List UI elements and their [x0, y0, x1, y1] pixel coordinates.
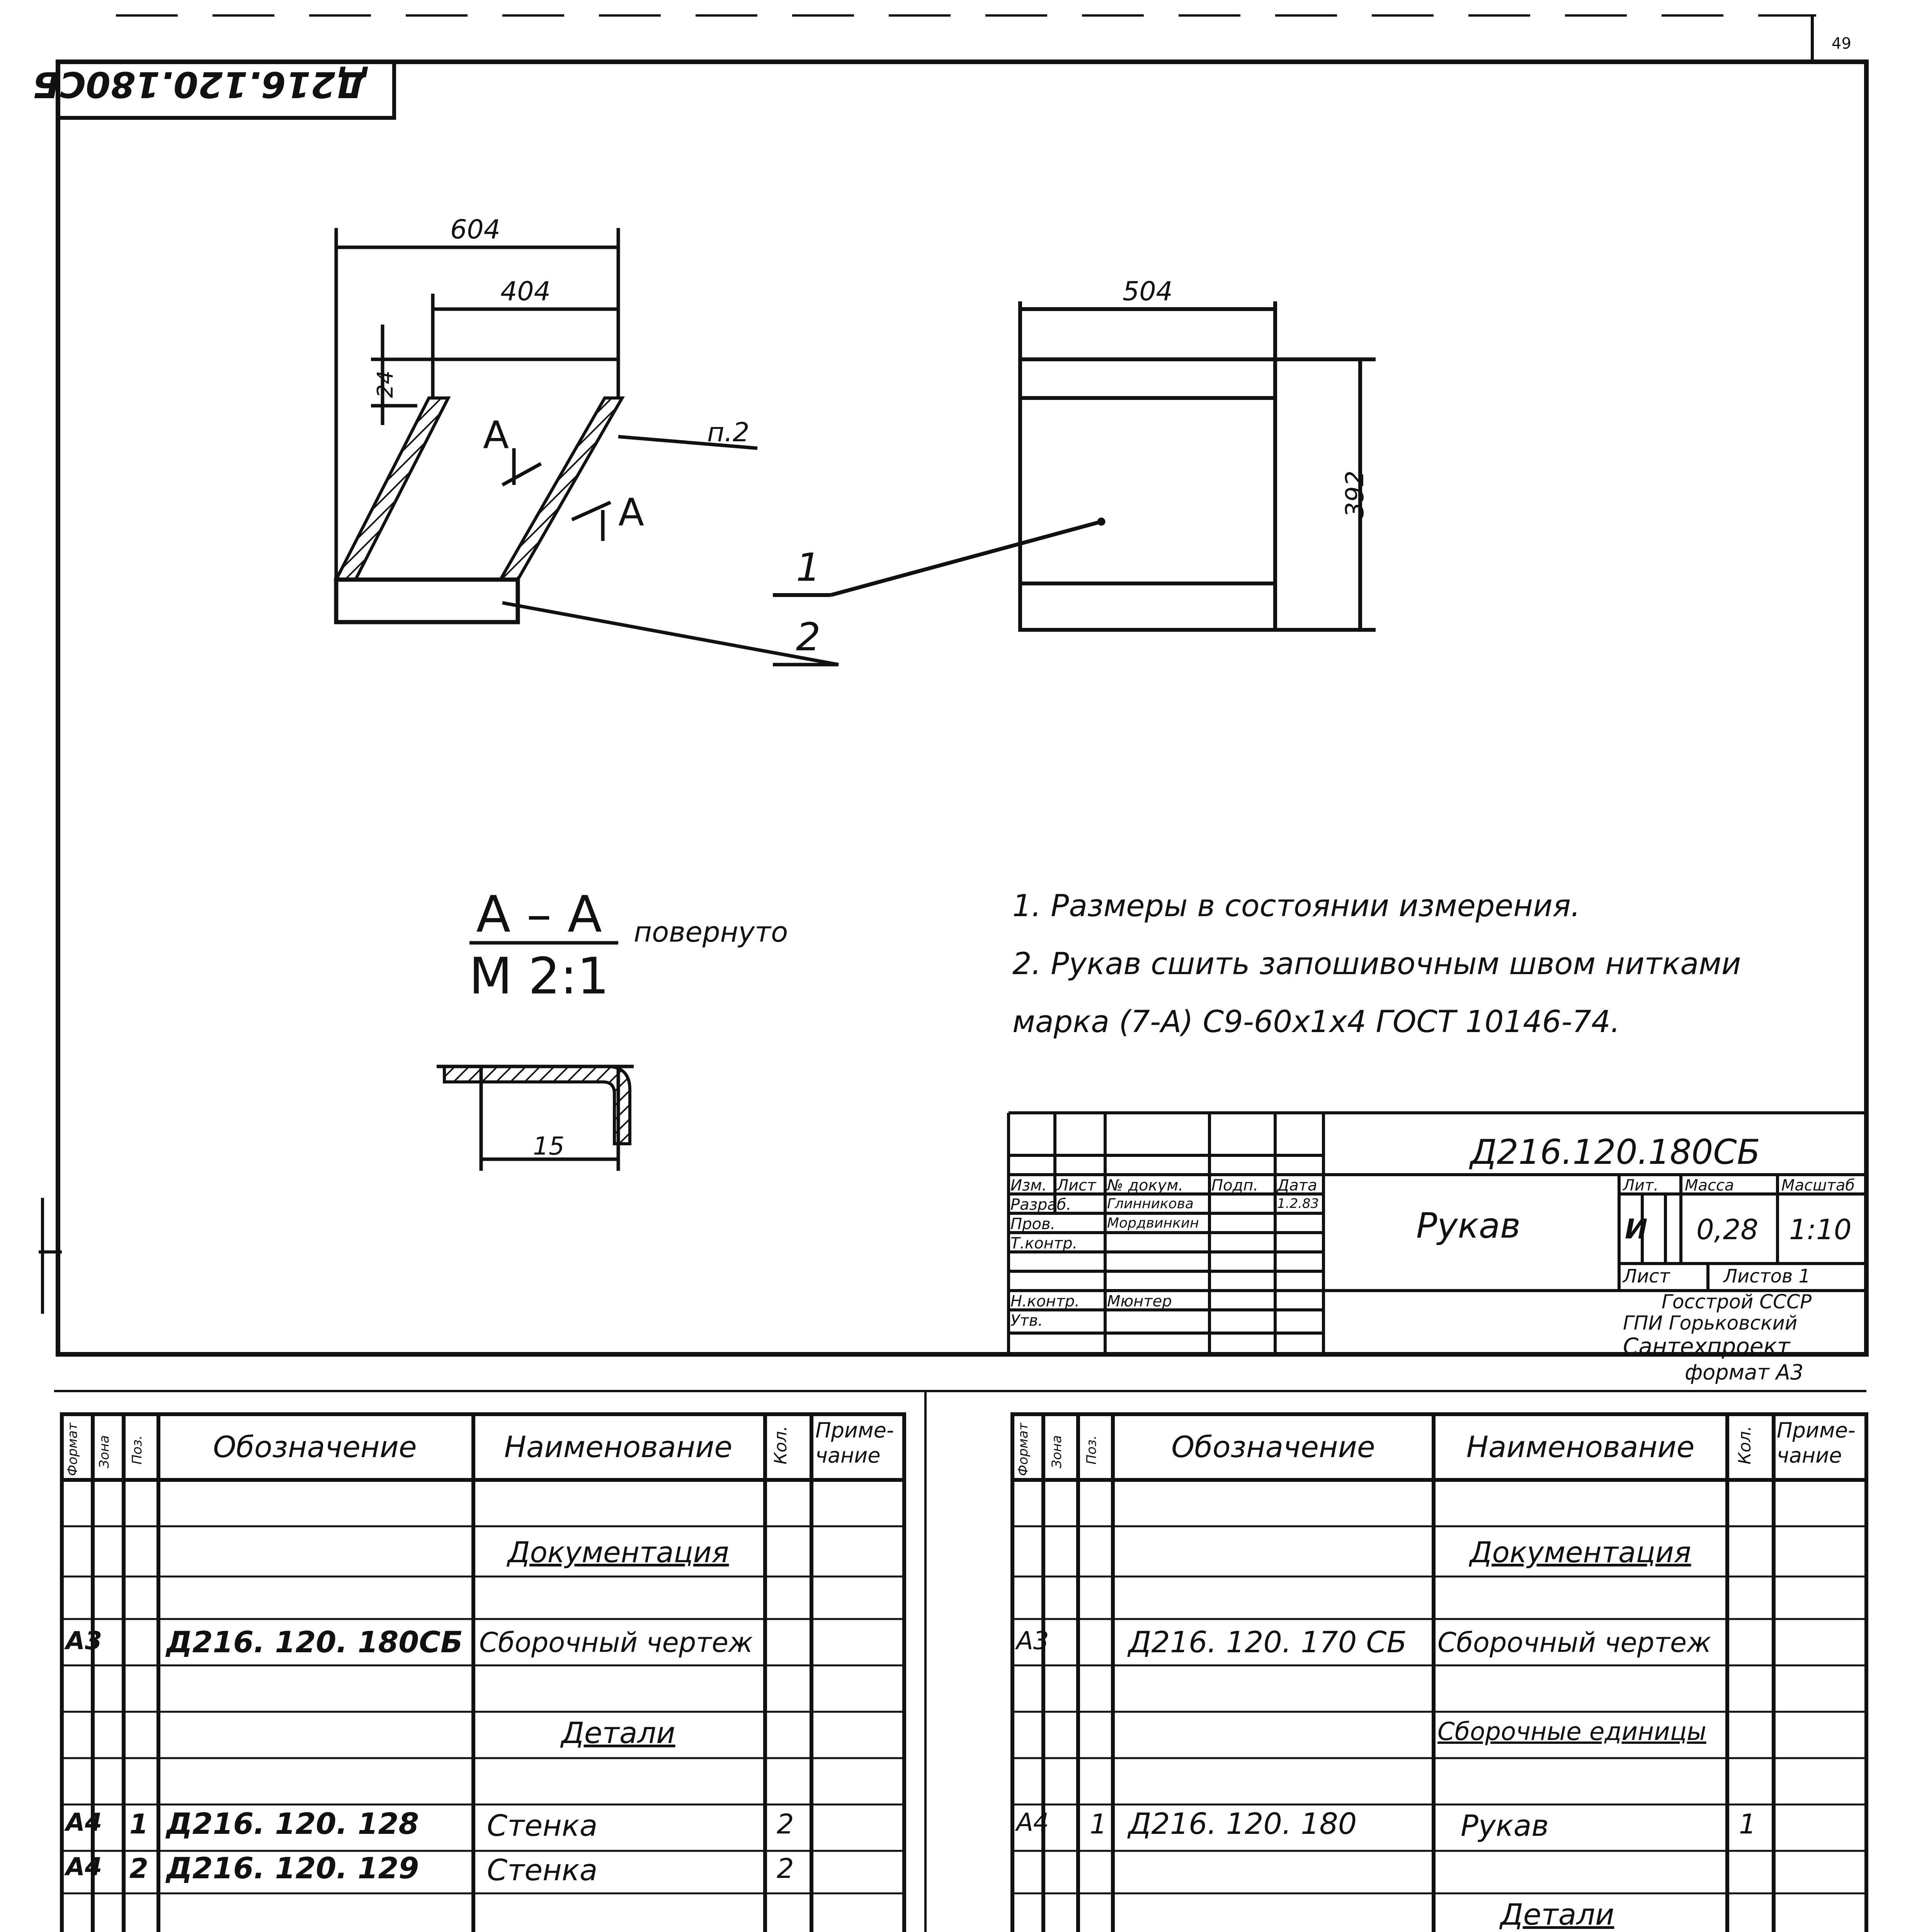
right-header-zona: Зона: [1049, 1435, 1065, 1468]
right-row-name: Рукав: [1461, 1808, 1549, 1843]
dimension-15: 15: [533, 1132, 565, 1161]
rotated-drawing-code: Д216.120.180СБ: [32, 64, 367, 105]
left-row-format: А4: [66, 1808, 102, 1837]
a3-format-label: формат А3: [1685, 1360, 1804, 1384]
section-label: А – А: [476, 885, 602, 944]
dimension-504: 504: [1123, 276, 1173, 307]
a3-header-data: Дата: [1277, 1177, 1317, 1194]
dimension-24: 24: [373, 370, 398, 398]
a3-header-doc: № докум.: [1107, 1177, 1184, 1194]
right-header-naimenovanie: Наименование: [1466, 1430, 1695, 1464]
a3-org-line3: Сантехпроект: [1623, 1333, 1790, 1359]
left-header-zona: Зона: [97, 1435, 112, 1468]
a3-role-razrab: Разраб.: [1010, 1196, 1072, 1214]
dimension-404: 404: [500, 276, 551, 307]
left-row-code: Д216. 120. 128: [166, 1806, 419, 1841]
note-2-continued: марка (7-А) С9-60х1х4 ГОСТ 10146-74.: [1012, 1005, 1620, 1039]
a3-lit-label: Лит.: [1623, 1177, 1659, 1194]
a3-title-name: Рукав: [1416, 1206, 1521, 1246]
a3-masshtab-label: Масштаб: [1781, 1177, 1855, 1194]
a3-massa-value: 0,28: [1696, 1213, 1759, 1246]
section-scale: М 2:1: [469, 947, 609, 1005]
a3-date-razrab: 1.2.83: [1277, 1196, 1319, 1211]
a3-title-code: Д216.120.180СБ: [1470, 1132, 1761, 1172]
right-header-oboznachenie: Обозначение: [1171, 1430, 1375, 1464]
a3-list-label: Лист: [1623, 1265, 1670, 1287]
a3-name-nkontr: Мюнтер: [1107, 1293, 1172, 1310]
sheet-corner-number: 49: [1832, 35, 1851, 53]
right-section-documentation: Документация: [1470, 1536, 1691, 1569]
left-section-details: Детали: [561, 1716, 675, 1750]
right-row-qty: 1: [1739, 1808, 1756, 1840]
a3-header-izm: Изм.: [1010, 1177, 1047, 1194]
right-row-format: А4: [1016, 1808, 1049, 1837]
left-row-format: А3: [66, 1627, 102, 1655]
left-row-name: Стенка: [487, 1808, 598, 1843]
left-header-kol: Кол.: [771, 1425, 791, 1464]
section-note: повернуто: [634, 916, 788, 948]
right-header-format: Формат: [1015, 1423, 1031, 1476]
a3-header-podp: Подп.: [1211, 1177, 1259, 1194]
left-header-poz: Поз.: [129, 1435, 145, 1464]
a3-name-prov: Мордвинкин: [1107, 1215, 1199, 1231]
left-section-documentation: Документация: [507, 1536, 729, 1569]
a3-listov-label: Листов 1: [1723, 1265, 1811, 1287]
dimension-392: 392: [1341, 470, 1369, 518]
dimension-604: 604: [450, 214, 500, 245]
right-section-details: Детали: [1500, 1897, 1614, 1932]
right-row-code: Д216. 120. 180: [1128, 1806, 1357, 1841]
left-row-code: Д216. 120. 129: [166, 1851, 419, 1885]
left-row-qty: 2: [777, 1808, 794, 1840]
left-row-pos: 2: [129, 1853, 148, 1884]
left-header-prim-1: Приме-: [815, 1418, 894, 1442]
right-row-format: А3: [1016, 1627, 1049, 1655]
right-header-kol: Кол.: [1735, 1425, 1755, 1464]
left-row-code: Д216. 120. 180СБ: [166, 1625, 463, 1659]
a3-org-line2: ГПИ Горьковский: [1623, 1312, 1798, 1334]
section-marker-left: А: [483, 413, 509, 457]
section-marker-right: А: [618, 491, 645, 535]
a3-masshtab-value: 1:10: [1789, 1213, 1852, 1246]
leader-label-p2: п.2: [707, 417, 750, 448]
a3-massa-label: Масса: [1685, 1177, 1734, 1194]
right-row-name: Сборочный чертеж: [1437, 1627, 1711, 1658]
position-2-label: 2: [796, 614, 821, 660]
left-row-name: Стенка: [487, 1853, 598, 1887]
left-header-format: Формат: [65, 1423, 80, 1476]
left-header-naimenovanie: Наименование: [504, 1430, 733, 1464]
right-row-pos: 1: [1090, 1808, 1107, 1840]
left-row-qty: 2: [777, 1853, 794, 1884]
a3-role-nkontr: Н.контр.: [1010, 1293, 1080, 1310]
a3-role-tkontr: Т.контр.: [1010, 1235, 1078, 1252]
left-row-format: А4: [66, 1853, 102, 1881]
note-2: 2. Рукав сшить запошивочным швом нитками: [1012, 947, 1741, 981]
left-row-pos: 1: [129, 1808, 148, 1840]
a3-header-list: Лист: [1057, 1177, 1096, 1194]
right-row-code: Д216. 120. 170 СБ: [1128, 1625, 1407, 1659]
a3-lit-value: И: [1625, 1213, 1648, 1245]
left-row-name: Сборочный чертеж: [479, 1627, 753, 1658]
position-1-label: 1: [796, 545, 821, 590]
a3-org-line1: Госстрой СССР: [1662, 1291, 1812, 1313]
right-header-poz: Поз.: [1084, 1435, 1099, 1464]
right-section-assemblies: Сборочные единицы: [1437, 1718, 1706, 1746]
a3-role-prov: Пров.: [1010, 1215, 1056, 1233]
a3-role-utv: Утв.: [1010, 1312, 1043, 1330]
right-header-prim-1: Приме-: [1777, 1418, 1856, 1442]
left-header-oboznachenie: Обозначение: [213, 1430, 417, 1464]
a3-name-razrab: Глинникова: [1107, 1196, 1194, 1212]
right-header-prim-2: чание: [1777, 1443, 1842, 1468]
note-1: 1. Размеры в состоянии измерения.: [1012, 889, 1580, 923]
left-header-prim-2: чание: [815, 1443, 881, 1468]
